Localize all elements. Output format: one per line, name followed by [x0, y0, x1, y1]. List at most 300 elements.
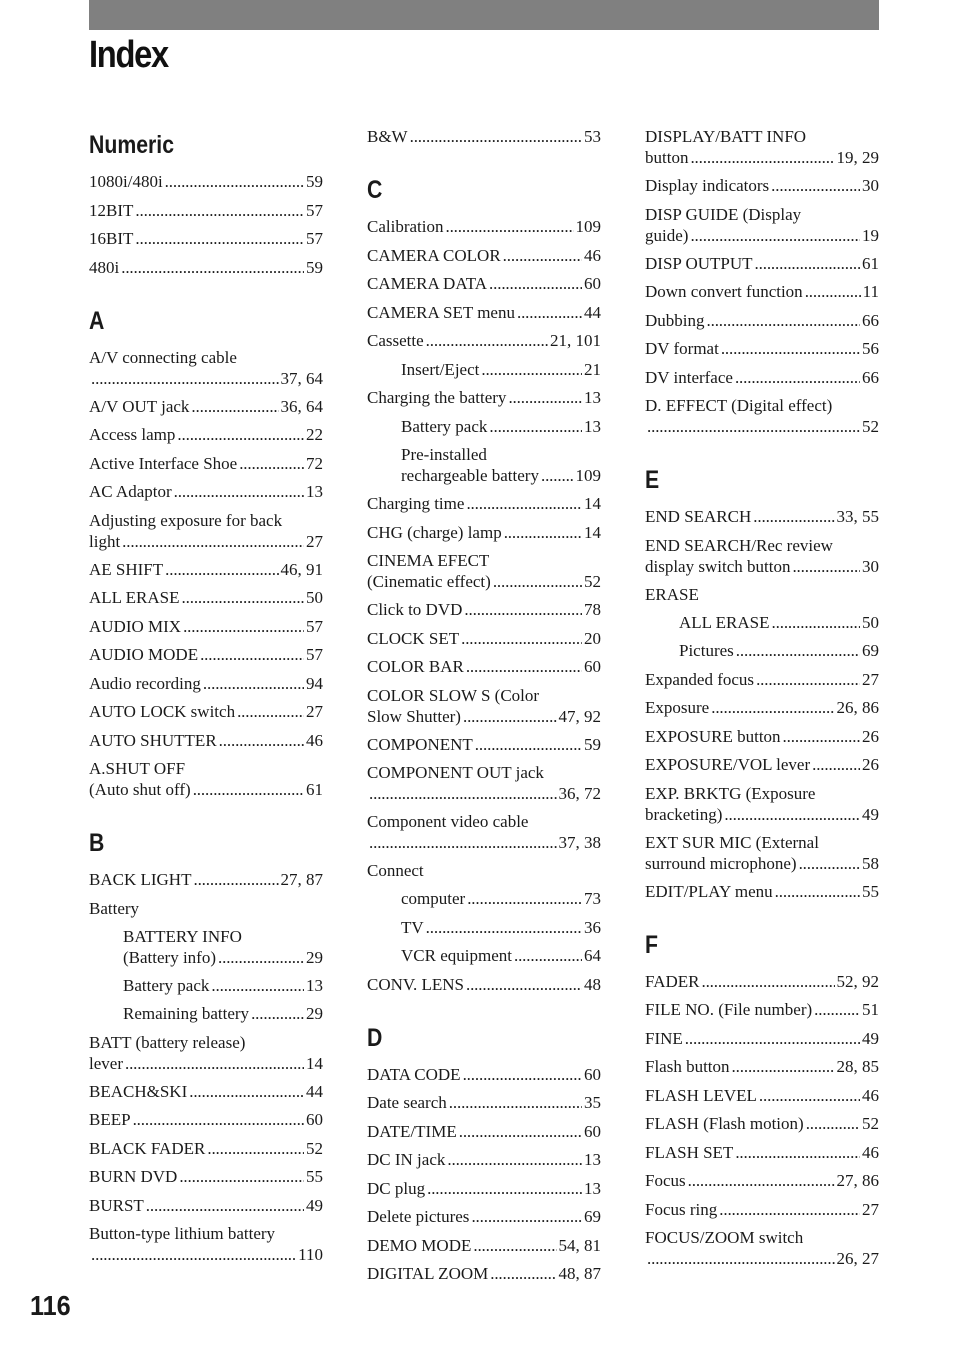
entry-pages: 57 — [306, 200, 323, 220]
dot-leader — [772, 612, 860, 633]
entry-row — [645, 881, 879, 902]
dot-leader — [701, 971, 834, 992]
entry-row — [89, 453, 323, 474]
index-entry — [89, 228, 323, 249]
index-entry — [367, 974, 601, 995]
entry-term: CAMERA COLOR — [367, 245, 501, 265]
entry-term: Button-type lithium battery — [89, 1224, 276, 1243]
entry-term: FADER — [645, 971, 700, 991]
entry-row — [645, 147, 879, 168]
entry-term: Battery pack — [123, 975, 210, 995]
dot-leader — [489, 273, 582, 294]
dot-leader — [503, 245, 582, 266]
entry-term: lever — [89, 1053, 123, 1073]
entry-pages: 11 — [862, 282, 879, 301]
entry-term: (Auto shut off) — [89, 780, 191, 799]
dot-leader — [211, 975, 304, 996]
entry-row — [89, 673, 323, 694]
entry-pages: 19, 29 — [836, 148, 879, 167]
entry-pages: 37, 64 — [280, 368, 323, 388]
index-entry — [367, 522, 601, 543]
entry-row — [89, 257, 323, 278]
entry-term: display switch button — [645, 556, 791, 576]
entry-row — [367, 216, 601, 237]
dot-leader — [467, 888, 582, 909]
entry-pages: 72 — [306, 453, 323, 473]
index-entry — [89, 701, 323, 722]
entry-pages: 14 — [584, 522, 601, 542]
entry-term: Cassette — [367, 331, 424, 350]
entry-row — [367, 126, 601, 147]
dot-leader — [193, 869, 278, 890]
dot-leader — [189, 1081, 304, 1102]
entry-pages: 20 — [584, 628, 601, 648]
entry-term: Remaining battery — [123, 1004, 250, 1023]
index-entry — [89, 257, 323, 278]
entry-row — [89, 396, 323, 417]
index-entry — [367, 734, 601, 755]
index-entry — [645, 204, 879, 246]
entry-term: EXP. BRKTG (Exposure — [645, 783, 816, 803]
entry-term: light — [89, 531, 121, 551]
entry-pages: 27 — [306, 531, 323, 551]
dot-leader — [753, 506, 834, 527]
entry-pages: 61 — [862, 253, 879, 273]
entry-row — [367, 571, 601, 592]
index-entry — [89, 171, 323, 192]
entry-pages: 109 — [575, 466, 601, 485]
entry-pages: 49 — [862, 1028, 879, 1048]
entry-row — [645, 804, 879, 825]
entry-pages: 48 — [584, 974, 601, 994]
entry-term: button — [645, 148, 689, 167]
entry-term: VCR equipment — [401, 946, 512, 965]
dot-leader — [814, 999, 860, 1020]
entry-pages: 52, 92 — [836, 971, 879, 991]
index-entry — [89, 1223, 323, 1265]
index-entry — [367, 1206, 601, 1227]
dot-leader — [179, 1166, 304, 1187]
dot-leader — [447, 1149, 582, 1170]
dot-leader — [481, 359, 582, 380]
entry-term: ERASE — [645, 584, 699, 604]
entry-term: 16BIT — [89, 229, 134, 248]
entry-row — [367, 1263, 601, 1284]
entry-pages: 35 — [584, 1093, 601, 1112]
entry-row — [89, 869, 323, 890]
entry-row — [401, 888, 601, 909]
entry-row — [89, 616, 323, 637]
entry-row — [367, 273, 601, 294]
entry-term: Click to DVD — [367, 600, 463, 619]
entry-pages: 64 — [584, 946, 601, 965]
dot-leader — [177, 424, 304, 445]
entry-pages: 26 — [862, 726, 879, 746]
dot-leader — [508, 387, 582, 408]
entry-term: CONV. LENS — [367, 974, 464, 994]
dot-leader — [174, 481, 304, 502]
entry-pages: 51 — [862, 1000, 879, 1019]
dot-leader — [182, 587, 304, 608]
index-entry — [89, 200, 323, 221]
index-entry — [89, 1138, 323, 1159]
entry-pages: 109 — [575, 217, 601, 236]
section-heading: Numeric — [89, 131, 175, 159]
entry-term: DC IN jack — [367, 1150, 446, 1169]
index-entry — [89, 975, 323, 996]
index-entry — [89, 347, 323, 389]
entry-term: Expanded focus — [645, 669, 755, 689]
index-entry — [645, 669, 879, 690]
entry-term: Access lamp — [89, 425, 176, 444]
entry-term: BACK LIGHT — [89, 870, 192, 889]
entry-row — [645, 1085, 879, 1106]
index-entry — [645, 584, 879, 605]
entry-term: 480i — [89, 257, 120, 277]
dot-leader — [471, 1206, 582, 1227]
index-entry — [89, 1109, 323, 1130]
dot-leader — [541, 465, 574, 486]
index-entry — [645, 697, 879, 718]
index-entry — [367, 888, 601, 909]
index-entry — [89, 1195, 323, 1216]
entry-term: Connect — [367, 861, 424, 880]
index-entry — [89, 616, 323, 637]
dot-leader — [490, 1263, 556, 1284]
entry-pages: 13 — [584, 388, 601, 407]
entry-term: Display indicators — [645, 176, 770, 195]
entry-row — [123, 947, 323, 968]
entry-term: FLASH (Flash motion) — [645, 1114, 804, 1133]
entry-term: EXT SUR MIC (External — [645, 832, 819, 852]
index-entry — [645, 395, 879, 437]
index-entry — [645, 175, 879, 196]
dot-leader — [647, 1248, 835, 1269]
entry-pages: 69 — [862, 641, 879, 660]
entry-term: BATT (battery release) — [89, 1032, 246, 1052]
entry-term: Adjusting exposure for back — [89, 510, 283, 530]
index-entry — [367, 273, 601, 294]
index-entry — [367, 493, 601, 514]
dot-leader — [493, 571, 582, 592]
entry-row — [89, 1138, 323, 1159]
index-entry — [367, 1121, 601, 1142]
dot-leader — [504, 522, 582, 543]
entry-term: AC Adaptor — [89, 482, 172, 501]
entry-term: COLOR BAR — [367, 657, 464, 676]
index-entry — [89, 673, 323, 694]
page-number: 116 — [30, 1290, 71, 1321]
index-entry — [645, 1085, 879, 1106]
entry-row — [645, 726, 879, 747]
entry-row — [401, 359, 601, 380]
entry-row — [89, 1081, 323, 1102]
entry-pages: 13 — [584, 416, 601, 436]
entry-row — [645, 999, 879, 1020]
entry-term: BLACK FADER — [89, 1138, 206, 1158]
entry-row — [89, 644, 323, 665]
entry-term: 1080i/480i — [89, 172, 163, 191]
dot-leader — [806, 1113, 860, 1134]
dot-leader — [466, 493, 582, 514]
entry-pages: 59 — [306, 172, 323, 191]
dot-leader — [736, 640, 860, 661]
dot-leader — [466, 656, 582, 677]
entry-row — [367, 1121, 601, 1142]
entry-term: DATE/TIME — [367, 1121, 457, 1141]
entry-term: guide) — [645, 225, 689, 245]
entry-term: rechargeable battery — [401, 466, 539, 485]
entry-pages: 60 — [584, 657, 601, 676]
index-entry — [645, 367, 879, 388]
entry-pages: 46 — [862, 1142, 879, 1162]
entry-term: DIGITAL ZOOM — [367, 1264, 489, 1283]
entry-row — [367, 656, 601, 677]
dot-leader — [135, 228, 304, 249]
entry-pages: 57 — [306, 616, 323, 636]
entry-pages: 21, 101 — [550, 331, 601, 350]
dot-leader — [755, 253, 860, 274]
entry-term: Battery pack — [401, 416, 488, 436]
entry-row — [89, 1109, 323, 1130]
entry-pages: 60 — [584, 274, 601, 293]
entry-pages: 30 — [862, 556, 879, 576]
entry-pages: 29 — [306, 947, 323, 967]
dot-leader — [237, 701, 304, 722]
index-entry — [367, 599, 601, 620]
index-entry — [645, 640, 879, 661]
index-entry — [645, 310, 879, 331]
entry-term: AUDIO MIX — [89, 616, 182, 636]
entry-pages: 26, 27 — [836, 1249, 879, 1268]
section-heading: E — [645, 466, 660, 494]
dot-leader — [464, 599, 582, 620]
entry-row — [89, 730, 323, 751]
index-entry — [645, 535, 879, 577]
entry-pages: 66 — [862, 367, 879, 387]
entry-term: FILE NO. (File number) — [645, 1000, 813, 1019]
index-entry — [645, 754, 879, 775]
entry-pages: 46 — [306, 730, 323, 750]
entry-row — [367, 1235, 601, 1256]
entry-pages: 13 — [584, 1178, 601, 1198]
entry-pages: 69 — [584, 1207, 601, 1226]
entry-term: DEMO MODE — [367, 1235, 472, 1255]
entry-term: DISPLAY/BATT INFO — [645, 127, 807, 146]
dot-leader — [200, 644, 304, 665]
dot-leader — [732, 1056, 835, 1077]
entry-pages: 52 — [862, 1114, 879, 1133]
entry-row — [367, 493, 601, 514]
index-entry — [89, 1166, 323, 1187]
entry-pages: 50 — [862, 612, 879, 632]
entry-pages: 46 — [862, 1085, 879, 1105]
entry-pages: 61 — [306, 780, 323, 799]
index-entry — [645, 783, 879, 825]
index-entry — [89, 730, 323, 751]
entry-row — [645, 253, 879, 274]
entry-row — [89, 171, 323, 192]
entry-row — [89, 559, 323, 580]
index-entry — [367, 359, 601, 380]
entry-pages: 27, 87 — [280, 870, 323, 889]
dot-leader — [812, 754, 860, 775]
index-entry — [89, 424, 323, 445]
dot-leader — [466, 974, 582, 995]
entry-term: Focus ring — [645, 1199, 718, 1219]
entry-pages: 14 — [306, 1053, 323, 1073]
entry-term: BATTERY INFO — [123, 926, 242, 946]
dot-leader — [121, 257, 304, 278]
dot-leader — [690, 225, 860, 246]
entry-row — [645, 416, 879, 437]
index-entry — [367, 628, 601, 649]
dot-leader — [685, 1028, 860, 1049]
entry-term: FINE — [645, 1028, 683, 1048]
entry-row — [645, 1248, 879, 1269]
entry-pages: 46, 91 — [280, 559, 323, 579]
entry-term: FLASH LEVEL — [645, 1085, 757, 1105]
entry-pages: 27 — [862, 669, 879, 689]
index-entry — [367, 1064, 601, 1085]
entry-pages: 48, 87 — [558, 1264, 601, 1283]
entry-pages: 54, 81 — [558, 1235, 601, 1255]
entry-pages: 26 — [862, 755, 879, 774]
index-entry — [645, 1028, 879, 1049]
entry-pages: 66 — [862, 310, 879, 330]
dot-leader — [475, 734, 582, 755]
entry-pages: 56 — [862, 339, 879, 358]
dot-leader — [410, 126, 582, 147]
dot-leader — [239, 453, 304, 474]
entry-pages: 49 — [862, 804, 879, 824]
dot-leader — [449, 1092, 582, 1113]
index-entry — [645, 126, 879, 168]
entry-row — [89, 779, 323, 800]
dot-leader — [514, 945, 582, 966]
entry-row — [367, 1178, 601, 1199]
entry-term: FOCUS/ZOOM switch — [645, 1228, 804, 1247]
entry-pages: 36, 64 — [280, 396, 323, 416]
entry-row — [89, 531, 323, 552]
dot-leader — [735, 367, 860, 388]
index-entry — [89, 926, 323, 968]
index-entry — [367, 216, 601, 237]
entry-term: Charging the battery — [367, 388, 507, 407]
entry-row — [645, 1199, 879, 1220]
entry-row — [89, 1166, 323, 1187]
entry-pages: 21 — [584, 359, 601, 379]
entry-pages: 27 — [306, 702, 323, 721]
dot-leader — [369, 783, 557, 804]
index-entry — [367, 330, 601, 351]
entry-pages: 55 — [862, 881, 879, 901]
entry-row — [645, 281, 879, 302]
index-entry — [645, 832, 879, 874]
dot-leader — [690, 147, 834, 168]
entry-pages: 60 — [584, 1064, 601, 1084]
index-entry — [89, 559, 323, 580]
entry-row — [367, 706, 601, 727]
entry-row — [645, 971, 879, 992]
dot-leader — [218, 947, 304, 968]
entry-row — [367, 832, 601, 853]
index-entry — [89, 510, 323, 552]
entry-pages: 44 — [584, 302, 601, 322]
entry-row — [367, 1206, 601, 1227]
section-heading: A — [89, 306, 105, 335]
entry-pages: 59 — [584, 734, 601, 754]
dot-leader — [461, 628, 582, 649]
entry-term: EXPOSURE button — [645, 726, 781, 746]
entry-pages: 13 — [584, 1150, 601, 1169]
index-entry — [89, 453, 323, 474]
entry-row — [401, 945, 601, 966]
entry-pages: 57 — [306, 229, 323, 248]
entry-row — [645, 175, 879, 196]
entry-term: B&W — [367, 127, 408, 146]
entry-row — [645, 338, 879, 359]
entry-row — [367, 734, 601, 755]
entry-row — [645, 1142, 879, 1163]
entry-term: Date search — [367, 1093, 447, 1112]
entry-term: Slow Shutter) — [367, 706, 461, 726]
dot-leader — [473, 1235, 556, 1256]
entry-row — [645, 669, 879, 690]
entry-row — [89, 1244, 323, 1265]
entry-term: Exposure — [645, 698, 710, 717]
dot-leader — [792, 556, 860, 577]
entry-term: CAMERA SET menu — [367, 302, 515, 322]
entry-term: BEACH&SKI — [89, 1081, 188, 1101]
entry-term: computer — [401, 889, 466, 908]
entry-row — [645, 556, 879, 577]
dot-leader — [799, 853, 860, 874]
index-entry — [645, 253, 879, 274]
entry-term: CLOCK SET — [367, 628, 460, 648]
dot-leader — [721, 338, 860, 359]
entry-term: Calibration — [367, 217, 444, 236]
entry-term: DISP OUTPUT — [645, 253, 753, 273]
entry-row — [367, 387, 601, 408]
index-entry — [367, 685, 601, 727]
section-heading: F — [645, 930, 658, 959]
entry-term: COMPONENT OUT jack — [367, 763, 544, 782]
index-entry — [645, 1227, 879, 1269]
index-entry — [367, 1235, 601, 1256]
index-entry — [89, 758, 323, 800]
entry-term: bracketing) — [645, 804, 723, 824]
dot-leader — [783, 726, 860, 747]
entry-row — [89, 228, 323, 249]
entry-term: AE SHIFT — [89, 559, 164, 579]
entry-term: Battery — [89, 898, 140, 918]
dot-leader — [125, 1053, 304, 1074]
index-entry — [645, 1199, 879, 1220]
entry-row — [679, 612, 879, 633]
entry-row — [645, 506, 879, 527]
entry-term: DV format — [645, 339, 719, 358]
entry-term: ALL ERASE — [89, 588, 180, 607]
index-entry — [89, 1081, 323, 1102]
entry-term: A.SHUT OFF — [89, 759, 186, 778]
index-entry — [367, 1263, 601, 1284]
entry-row — [367, 783, 601, 804]
entry-pages: 36, 72 — [558, 784, 601, 803]
entry-term: Dubbing — [645, 310, 705, 330]
entry-row — [367, 302, 601, 323]
entry-row — [401, 416, 601, 437]
